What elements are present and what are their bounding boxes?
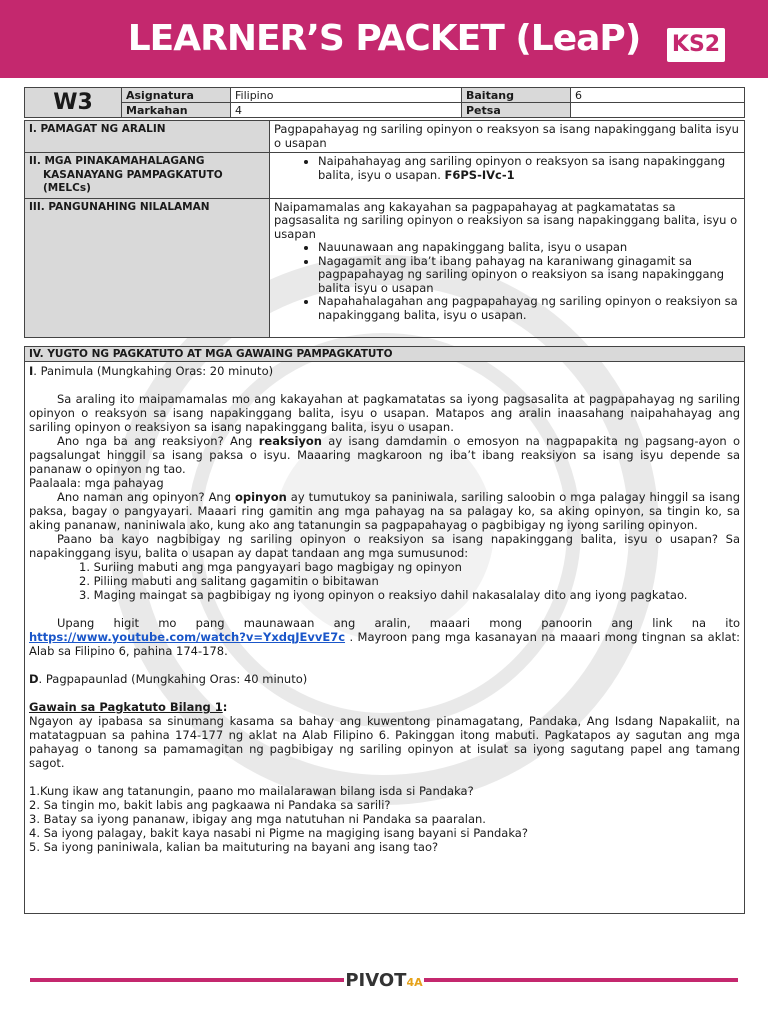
list-item: 3. Maging maingat sa pagbibigay ng iyong opinyon o reaksiyo dahil nakasalalay dito ang iyong pagkatao. <box>79 588 688 602</box>
paragraph: Ano naman ang opinyon? Ang opinyon ay tumutukoy sa paniniwala, sariling saloobin o mga palagay hinggil sa isang paksa, bagay o pangyayari. Maaari ring gamitin ang mga pahayag na sa palagay ko, sa aking opinyon, sa tingin ko, sa aking pananaw, naniniwala ako, kung ako ang tatanungin sa pagpapahayag o pagbibigay ng iyong sariling opinyon. <box>29 490 740 532</box>
list-item: 1. Suriing mabuti ang mga pangyayari bago magbigay ng opinyon <box>79 560 462 574</box>
key-stage-badge: KS2 <box>667 28 725 62</box>
activity-heading: Gawain sa Pagkatuto Bilang 1: <box>29 700 228 714</box>
paragraph: Paano ba kayo nagbibigay ng sariling opinyon o reaksiyon sa isang napakinggang balita, isyu o usapan? Sa napakinggang isyu, balita o usapan ay dapat tandaan ang mga sumusunod: <box>29 532 740 560</box>
melc-label: II. MGA PINAKAMAHALAGANG KASANAYANG PAMPAGKATUTO (MELCs) <box>25 153 270 199</box>
list-item: 2. Piliing mabuti ang salitang gagamitin o bibitawan <box>79 574 379 588</box>
question: 1.Kung ikaw ang tatanungin, paano mo mailalarawan bilang isda si Pandaka? <box>29 784 474 798</box>
reminder: Paalaala: mga pahayag <box>29 476 164 490</box>
quarter-value: 4 <box>231 103 462 118</box>
pivot-logo: PIVOT4A <box>344 968 424 994</box>
date-value <box>571 103 745 118</box>
melc-text: Naipahahayag ang sariling opinyon o reaksyon sa isang napakinggang balita, isyu o usapan. <box>318 154 726 182</box>
content-cell <box>270 198 745 337</box>
date-label: Petsa <box>462 103 571 118</box>
question: 5. Sa iyong paniniwala, kalian ba maituturing na bayani ang isang tao? <box>29 840 439 854</box>
lesson-title: Pagpapahayag ng sariling opinyon o reaksyon sa isang napakinggang balita isyu o usapan <box>270 121 745 153</box>
content-intro: Naipamamalas ang kakayahan sa pagpapahayag at pagkamatatas sa pagsasalita ng sariling opinyon o reaksiyon sa isang napakinggang balita, isyu o usapan <box>274 199 738 241</box>
paragraph: Ngayon ay ipabasa sa sinumang kasama sa bahay ang kuwentong pinamagatang, Pandaka, Ang Isdang Napakaliit, na matatagpuan sa pahina 174-177 ng aklat na Alab Filipino 6. Pakinggan itong mabuti. Pagkatapos ay sagutan ang mga pahayag o tanong sa pamamagitan ng pagbibigay ng sariling opinyon at isulat sa iyong sagutang papel ang tamang sagot. <box>29 714 740 770</box>
grade-label: Baitang <box>462 88 571 103</box>
development-heading: D. Pagpapaunlad (Mungkahing Oras: 40 minuto) <box>29 672 308 686</box>
lesson-title-label: I. PAMAGAT NG ARALIN <box>25 121 270 153</box>
grade-value: 6 <box>571 88 745 103</box>
paragraph: Sa araling ito maipamamalas mo ang kakayahan at pagkamatatas sa iyong pagsasalita at pagpapahayag ng sariling opinyon o reaksyon sa isang napakinggang balita, isyu o usapan. Matapos ang aralin inaasahang naipahahayag ang sariling opinyon o reaksiyon sa isang napakinggang balita, isyu o usapan. <box>29 392 740 434</box>
content-item: • Napahahalagahan ang pagpapahayag ng sariling opinyon o reaksiyon sa napakinggang balita, isyu o usapan. <box>318 295 740 322</box>
question: 3. Batay sa iyong pananaw, ibigay ang mga natutuhan ni Pandaka sa paaralan. <box>29 812 486 826</box>
page-title: LEARNER’S PACKET (LeaP) <box>127 18 641 59</box>
section-body <box>25 362 744 856</box>
quarter-label: Markahan <box>122 103 231 118</box>
content-label: III. PANGUNAHING NILALAMAN <box>25 198 270 337</box>
melc-content <box>270 153 745 199</box>
info-table <box>24 87 745 118</box>
question: 4. Sa iyong palagay, bakit kaya nasabi ni Pigme na magiging isang bayani si Pandaka? <box>29 826 528 840</box>
section-heading: IV. YUGTO NG PAGKATUTO AT MGA GAWAING PAMPAGKATUTO <box>25 347 744 362</box>
video-link[interactable]: https://www.youtube.com/watch?v=YxdqJEvvE7c <box>29 630 346 644</box>
question: 2. Sa tingin mo, bakit labis ang pagkaawa ni Pandaka sa sarili? <box>29 798 391 812</box>
lesson-table <box>24 120 745 338</box>
subject-label: Asignatura <box>122 88 231 103</box>
subject-value: Filipino <box>231 88 462 103</box>
melc-code: F6PS-IVc-1 <box>444 167 515 182</box>
intro-heading: I. Panimula (Mungkahing Oras: 20 minuto) <box>29 364 274 378</box>
learning-section <box>24 346 745 914</box>
content-item: • Nauunawaan ang napakinggang balita, isyu o usapan <box>318 241 740 255</box>
paragraph: Upang higit mo pang maunawaan ang aralin, maaari mong panoorin ang link na ito https://www.youtube.com/watch?v=YxdqJEvvE7c . Mayroon pang mga kasanayan na maaari mong tingnan sa aklat: Alab sa Filipino 6, pahina 174-178. <box>29 616 741 658</box>
week-cell: W3 <box>25 88 122 118</box>
paragraph: Ano nga ba ang reaksiyon? Ang reaksiyon ay isang damdamin o emosyon na nagpapakita ng pagsang-ayon o pagsalungat hinggil sa isang paksa o isyu. Maaaring magkaroon ng iba’t ibang reaksiyon sa isang isyu depende sa pananaw o opinyon ng tao. <box>29 434 740 476</box>
content-item: • Nagagamit ang iba’t ibang pahayag na karaniwang ginagamit sa pagpapahayag ng sariling opinyon o reaksiyon sa isang napakinggang balita isyu o usapan <box>318 255 740 296</box>
